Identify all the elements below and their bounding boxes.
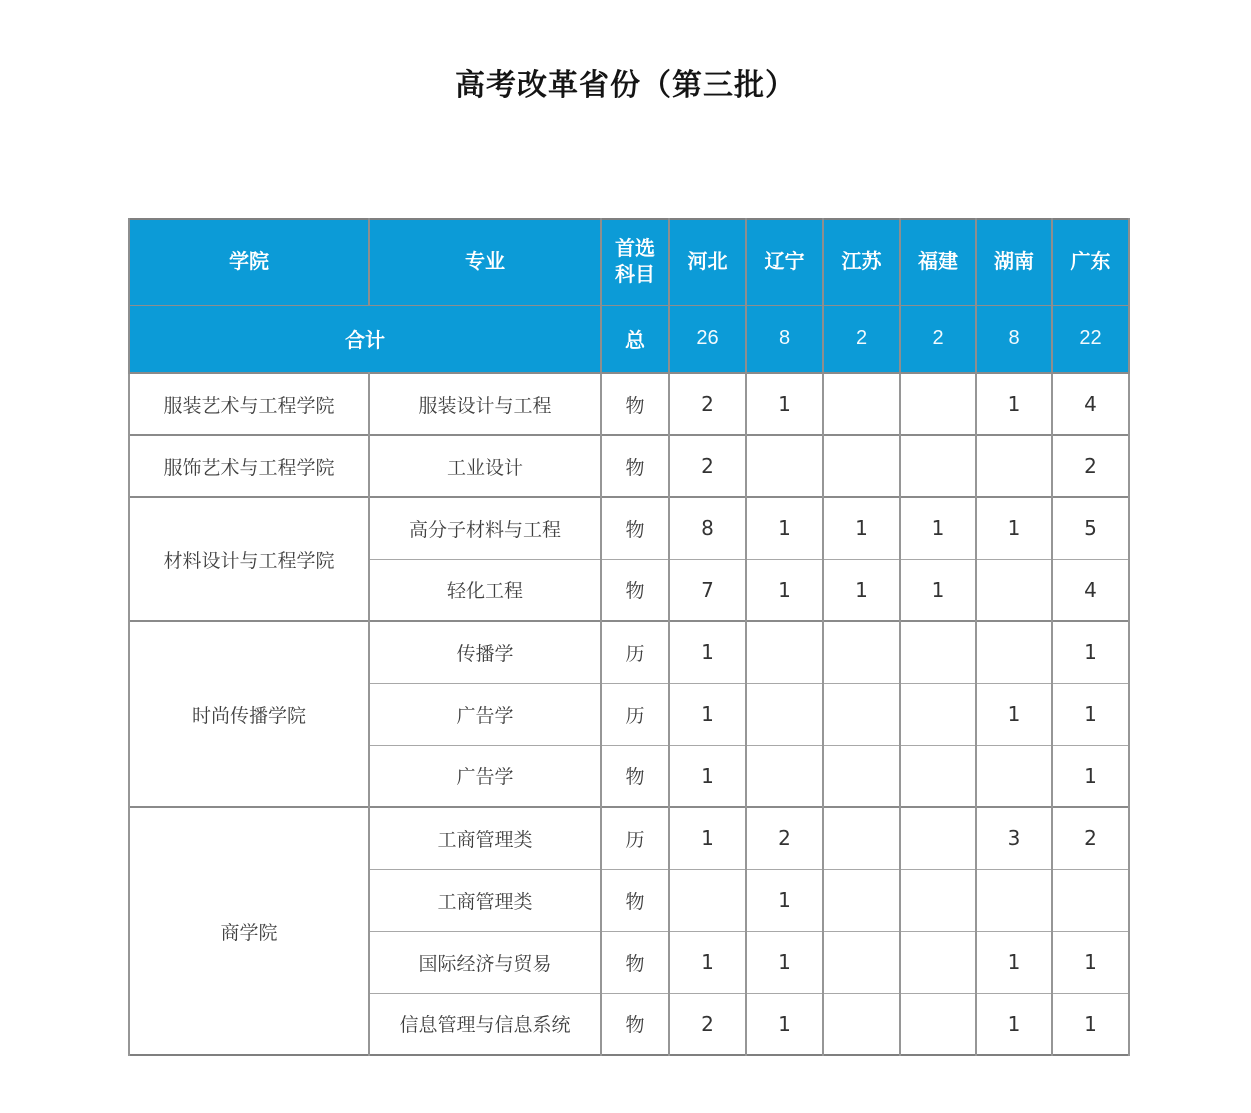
value-cell (823, 373, 900, 435)
value-cell: 1 (900, 559, 976, 621)
value-cell (900, 621, 976, 683)
value-cell: 2 (669, 993, 746, 1055)
value-cell: 1 (1052, 683, 1129, 745)
value-cell: 1 (823, 497, 900, 559)
summary-row (129, 305, 1129, 373)
value-cell: 1 (1052, 621, 1129, 683)
value-cell: 1 (746, 931, 823, 993)
subject-cell: 物 (601, 931, 669, 993)
value-cell: 4 (1052, 373, 1129, 435)
value-cell (823, 435, 900, 497)
major-cell: 工商管理类 (369, 869, 601, 931)
value-cell (823, 931, 900, 993)
table-row (129, 497, 1129, 559)
value-cell: 1 (746, 993, 823, 1055)
value-cell: 2 (746, 807, 823, 869)
value-cell (823, 621, 900, 683)
value-cell (746, 683, 823, 745)
value-cell (900, 807, 976, 869)
value-cell: 1 (669, 621, 746, 683)
subject-cell: 物 (601, 435, 669, 497)
header-province-jiangsu: 江苏 (823, 219, 900, 305)
value-cell (900, 683, 976, 745)
value-cell: 1 (746, 559, 823, 621)
college-cell: 材料设计与工程学院 (129, 497, 369, 621)
college-cell: 服饰艺术与工程学院 (129, 435, 369, 497)
table-row (129, 807, 1129, 869)
header-province-hunan: 湖南 (976, 219, 1052, 305)
header-province-guangdong: 广东 (1052, 219, 1129, 305)
table-row (129, 621, 1129, 683)
admissions-table (128, 218, 1130, 1056)
value-cell (823, 993, 900, 1055)
value-cell: 2 (1052, 435, 1129, 497)
value-cell: 1 (669, 683, 746, 745)
value-cell (976, 559, 1052, 621)
subject-cell: 物 (601, 559, 669, 621)
value-cell: 1 (669, 745, 746, 807)
value-cell (823, 807, 900, 869)
header-subject (601, 219, 669, 305)
value-cell: 1 (1052, 931, 1129, 993)
subject-cell: 物 (601, 497, 669, 559)
value-cell: 1 (976, 497, 1052, 559)
summary-value: 2 (823, 305, 900, 373)
value-cell: 1 (976, 373, 1052, 435)
value-cell: 7 (669, 559, 746, 621)
header-major: 专业 (369, 219, 601, 305)
summary-value: 2 (900, 305, 976, 373)
value-cell: 1 (1052, 745, 1129, 807)
table-row (129, 435, 1129, 497)
subject-cell: 历 (601, 621, 669, 683)
summary-subject: 总 (601, 305, 669, 373)
college-cell: 商学院 (129, 807, 369, 1055)
subject-cell: 物 (601, 745, 669, 807)
major-cell: 广告学 (369, 683, 601, 745)
summary-label: 合计 (129, 305, 601, 373)
value-cell: 1 (669, 931, 746, 993)
subject-cell: 物 (601, 993, 669, 1055)
summary-value: 22 (1052, 305, 1129, 373)
college-cell: 时尚传播学院 (129, 621, 369, 807)
value-cell (976, 745, 1052, 807)
value-cell (900, 373, 976, 435)
value-cell (900, 993, 976, 1055)
major-cell: 工业设计 (369, 435, 601, 497)
major-cell: 传播学 (369, 621, 601, 683)
value-cell: 1 (823, 559, 900, 621)
value-cell (746, 435, 823, 497)
header-province-liaoning: 辽宁 (746, 219, 823, 305)
header-college: 学院 (129, 219, 369, 305)
college-cell: 服装艺术与工程学院 (129, 373, 369, 435)
subject-cell: 历 (601, 807, 669, 869)
value-cell: 2 (669, 373, 746, 435)
value-cell: 1 (1052, 993, 1129, 1055)
value-cell: 8 (669, 497, 746, 559)
value-cell: 1 (669, 807, 746, 869)
value-cell (746, 621, 823, 683)
subject-cell: 历 (601, 683, 669, 745)
value-cell: 1 (900, 497, 976, 559)
header-province-fujian: 福建 (900, 219, 976, 305)
summary-value: 8 (976, 305, 1052, 373)
major-cell: 信息管理与信息系统 (369, 993, 601, 1055)
major-cell: 国际经济与贸易 (369, 931, 601, 993)
header-subject-line1: 首选 (615, 238, 655, 261)
major-cell: 广告学 (369, 745, 601, 807)
major-cell: 高分子材料与工程 (369, 497, 601, 559)
value-cell (823, 683, 900, 745)
value-cell (900, 931, 976, 993)
value-cell: 4 (1052, 559, 1129, 621)
value-cell: 1 (746, 373, 823, 435)
value-cell (900, 435, 976, 497)
value-cell (1052, 869, 1129, 931)
value-cell (746, 745, 823, 807)
value-cell: 2 (669, 435, 746, 497)
summary-value: 26 (669, 305, 746, 373)
value-cell: 1 (976, 993, 1052, 1055)
value-cell: 1 (746, 497, 823, 559)
value-cell (900, 745, 976, 807)
major-cell: 工商管理类 (369, 807, 601, 869)
table-row (129, 373, 1129, 435)
value-cell (976, 435, 1052, 497)
page-title: 高考改革省份（第三批） (455, 69, 796, 102)
value-cell (976, 869, 1052, 931)
value-cell (900, 869, 976, 931)
header-row (129, 219, 1129, 305)
summary-value: 8 (746, 305, 823, 373)
value-cell (669, 869, 746, 931)
header-subject-line2: 科目 (615, 264, 655, 287)
value-cell: 3 (976, 807, 1052, 869)
value-cell (823, 869, 900, 931)
value-cell: 1 (976, 931, 1052, 993)
value-cell: 1 (976, 683, 1052, 745)
value-cell: 5 (1052, 497, 1129, 559)
value-cell (976, 621, 1052, 683)
major-cell: 轻化工程 (369, 559, 601, 621)
value-cell (823, 745, 900, 807)
subject-cell: 物 (601, 373, 669, 435)
value-cell: 2 (1052, 807, 1129, 869)
subject-cell: 物 (601, 869, 669, 931)
value-cell: 1 (746, 869, 823, 931)
header-province-hebei: 河北 (669, 219, 746, 305)
major-cell: 服装设计与工程 (369, 373, 601, 435)
